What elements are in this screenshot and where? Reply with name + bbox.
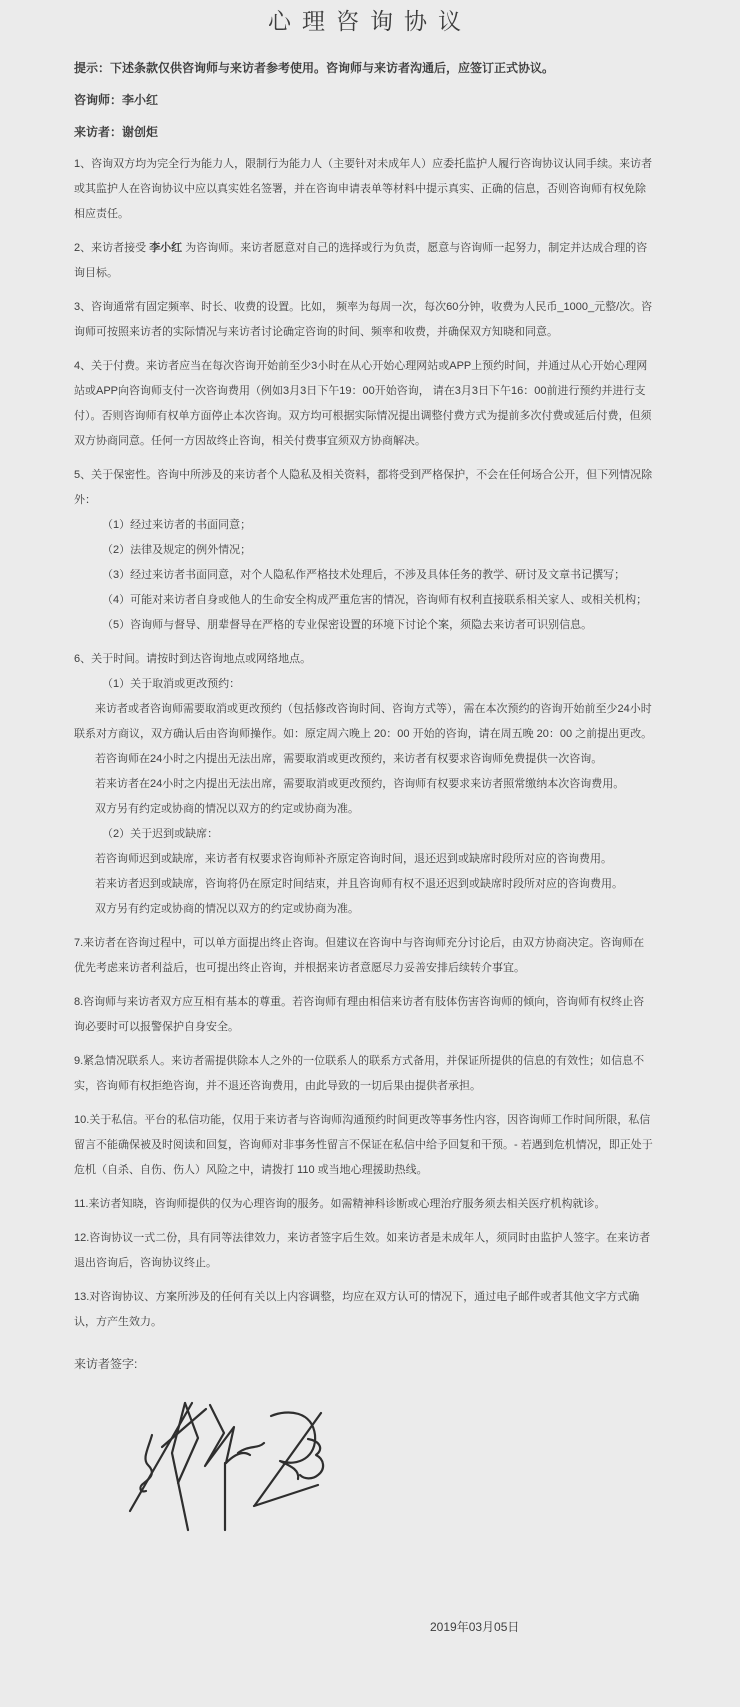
- visitor-label: 来访者：: [74, 125, 123, 139]
- clause-paragraph: [74, 236, 655, 286]
- signature-strokes: [130, 1403, 323, 1530]
- clause-paragraph: 5、关于保密性。咨询中所涉及的来访者个人隐私及相关资料，都将受到严格保护，不会在任何场合公开，但下列情况除外：: [74, 469, 653, 506]
- clause-paragraph: 9.紧急情况联系人。来访者需提供除本人之外的一位联系人的联系方式备用，并保证所提供的信息的有效性；如信息不实，咨询师有权拒绝咨询，并不退还咨询费用，由此导致的一切后果由提供者承担。: [74, 1055, 645, 1092]
- notice-line: 提示：下述条款仅供咨询师与来访者参考使用。咨询师与来访者沟通后，应签订正式协议。: [74, 61, 555, 75]
- clause-paragraph: （4）可能对来访者自身或他人的生命安全构成严重危害的情况，咨询师有权利直接联系相关家人、或相关机构；: [102, 594, 648, 606]
- visitor-line: [74, 120, 655, 145]
- signature-date: 2019年03月05日: [430, 1620, 520, 1634]
- clause-paragraph: 1、咨询双方均为完全行为能力人，限制行为能力人（主要针对未成年人）应委托监护人履行咨询协议认同手续。来访者或其监护人在咨询协议中应以真实姓名签署，并在咨询申请表单等材料中提示真实、正确的信息，否则咨询师有权免除相应责任。: [74, 158, 653, 220]
- clause-paragraph: 双方另有约定或协商的情况以双方的约定或协商为准。: [95, 903, 359, 915]
- clause-paragraph: 若咨询师迟到或缺席，来访者有权要求咨询师补齐原定咨询时间，退还迟到或缺席时段所对应的咨询费用。: [95, 853, 612, 865]
- visitor-signature-image: [128, 1383, 333, 1533]
- clause-paragraph: 双方另有约定或协商的情况以双方的约定或协商为准。: [95, 803, 359, 815]
- clause-paragraph: （5）咨询师与督导、朋辈督导在严格的专业保密设置的环境下讨论个案，须隐去来访者可识别信息。: [102, 619, 593, 631]
- clause-paragraph: （2）关于迟到或缺席：: [102, 828, 219, 840]
- clause-paragraph: （1）经过来访者的书面同意；: [102, 519, 252, 531]
- clause-paragraph: 若咨询师在24小时之内提出无法出席，需要取消或更改预约，来访者有权要求咨询师免费提供一次咨询。: [95, 753, 603, 765]
- clause-paragraph: 若来访者在24小时之内提出无法出席，需要取消或更改预约，咨询师有权要求来访者照常缴纳本次咨询费用。: [95, 778, 625, 790]
- clause-text: 2、来访者接受: [74, 242, 150, 254]
- counselor-label: 咨询师：: [74, 93, 123, 107]
- clause-paragraph: 8.咨询师与来访者双方应互相有基本的尊重。若咨询师有理由相信来访者有肢体伤害咨询师的倾向，咨询师有权终止咨询必要时可以报警保护自身安全。: [74, 996, 645, 1033]
- clause-paragraph: 6、关于时间。请按时到达咨询地点或网络地点。: [74, 653, 312, 665]
- clause-paragraph: 7.来访者在咨询过程中，可以单方面提出终止咨询。但建议在咨询中与咨询师充分讨论后，由双方协商决定。咨询师在优先考虑来访者利益后，也可提出终止咨询，并根据来访者意愿尽力妥善安排后续转介事宜。: [74, 937, 645, 974]
- clause-paragraph: 若来访者迟到或缺席，咨询将仍在原定时间结束，并且咨询师有权不退还迟到或缺席时段所对应的咨询费用。: [95, 878, 623, 890]
- clauses-list: [74, 152, 655, 1335]
- clause-paragraph: 4、关于付费。来访者应当在每次咨询开始前至少3小时在从心开始心理网站或APP上预约时间，并通过从心开始心理网站或APP向咨询师支付一次咨询费用（例如3月3日下午19：00开始咨询， 请在3月3日下午16：00前进行预约并进行支付）。否则咨询师有权单方面停止本次咨询。双方均可根据实际情况提出调整付费方式为提前多次付费或延后付费，但须双方协商同意。任何一方因故终止咨询，相关付费事宜须双方协商解决。: [74, 360, 652, 447]
- clause-paragraph: 来访者或者咨询师需要取消或更改预约（包括修改咨询时间、咨询方式等），需在本次预约的咨询开始前至少24小时联系对方商议，双方确认后由咨询师操作。如：原定周六晚上 20：00 开始的咨询，请在周五晚 20：00 之前提出更改。: [74, 703, 653, 740]
- counselor-line: [74, 88, 655, 113]
- counselor-name: 李小红: [122, 93, 159, 107]
- clause-text: 为咨询师。来访者愿意对自己的选择或行为负责，愿意与咨询师一起努力，制定并达成合理的咨询目标。: [74, 242, 648, 279]
- clause-paragraph: 11.来访者知晓，咨询师提供的仅为心理咨询的服务。如需精神科诊断或心理治疗服务须去相关医疗机构就诊。: [74, 1198, 606, 1210]
- document-title: 心理咨询协议: [268, 8, 472, 34]
- clause-paragraph: （3）经过来访者书面同意，对个人隐私作严格技术处理后，不涉及具体任务的教学、研讨及文章书记撰写；: [102, 569, 626, 581]
- visitor-name: 谢创炬: [122, 125, 159, 139]
- clause-paragraph: 12.咨询协议一式二份，具有同等法律效力，来访者签字后生效。如来访者是未成年人，须同时由监护人签字。在来访者退出咨询后，咨询协议终止。: [74, 1232, 651, 1269]
- signature-label: 来访者签字:: [74, 1357, 138, 1371]
- clause-paragraph: 10.关于私信。平台的私信功能，仅用于来访者与咨询师沟通预约时间更改等事务性内容，因咨询师工作时间所限，私信留言不能确保被及时阅读和回复，咨询师对非事务性留言不保证在私信中给予回复和干预。- 若遇到危机情况，即正处于危机（自杀、自伤、伤人）风险之中，请拨打 110 或当地心理援助热线。: [74, 1114, 653, 1176]
- clause-paragraph: （2）法律及规定的例外情况；: [102, 544, 252, 556]
- counselor-name-inline: 李小红: [149, 242, 183, 254]
- clause-paragraph: （1）关于取消或更改预约：: [102, 678, 241, 690]
- clause-paragraph: 3、咨询通常有固定频率、时长、收费的设置。比如， 频率为每周一次，每次60分钟，收费为人民币_1000_元整/次。咨询师可按照来访者的实际情况与来访者讨论确定咨询的时间、频率和收费，并确保双方知晓和同意。: [74, 301, 653, 338]
- clause-paragraph: 13.对咨询协议、方案所涉及的任何有关以上内容调整，均应在双方认可的情况下，通过电子邮件或者其他文字方式确认，方产生效力。: [74, 1291, 640, 1328]
